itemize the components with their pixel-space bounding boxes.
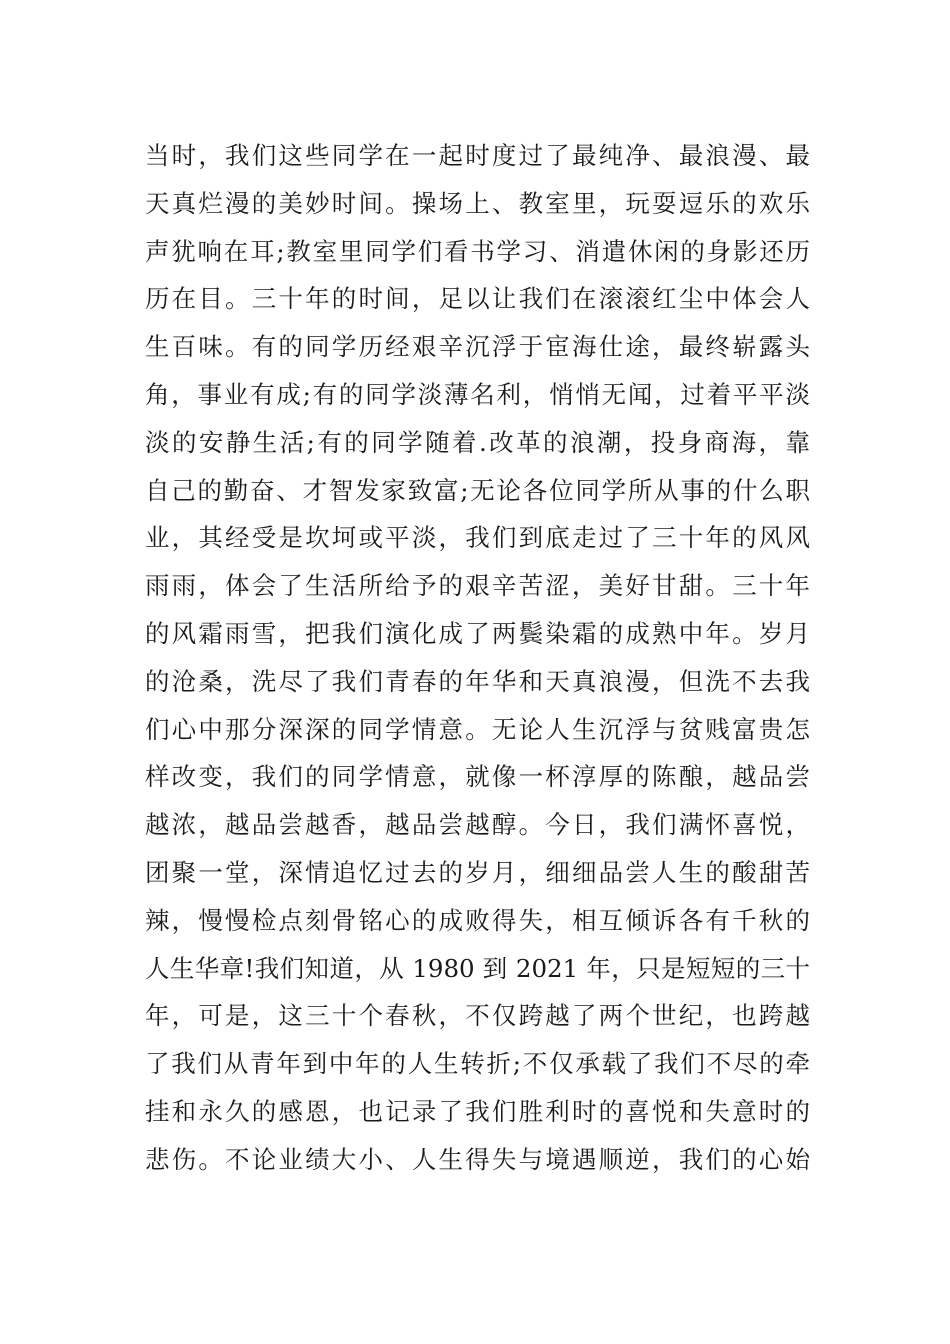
text-line-12: 的沧桑，洗尽了我们青春的年华和天真浪漫，但洗不去我 bbox=[145, 666, 810, 696]
text-line-14: 样改变，我们的同学情意，就像一杯淳厚的陈酿，越品尝 bbox=[145, 762, 810, 792]
text-line-2: 天真烂漫的美妙时间。操场上、教室里，玩耍逗乐的欢乐 bbox=[145, 188, 810, 218]
text-line-3: 声犹响在耳;教室里同学们看书学习、消遣休闲的身影还历 bbox=[145, 236, 810, 266]
text-line-9: 业，其经受是坎坷或平淡，我们到底走过了三十年的风风 bbox=[145, 523, 810, 553]
text-line-7: 淡的安静生活;有的同学随着.改革的浪潮，投身商海，靠 bbox=[145, 427, 810, 457]
text-line-17: 辣，慢慢检点刻骨铭心的成败得失，相互倾诉各有千秋的 bbox=[145, 905, 810, 935]
text-line-8: 自己的勤奋、才智发家致富;无论各位同学所从事的什么职 bbox=[145, 475, 810, 505]
text-line-15: 越浓，越品尝越香，越品尝越醇。今日，我们满怀喜悦， bbox=[145, 810, 810, 840]
text-line-4: 历在目。三十年的时间，足以让我们在滚滚红尘中体会人 bbox=[145, 284, 810, 314]
text-line-20: 了我们从青年到中年的人生转折;不仅承载了我们不尽的牵 bbox=[145, 1049, 810, 1079]
text-line-21: 挂和永久的感恩，也记录了我们胜利时的喜悦和失意时的 bbox=[145, 1096, 810, 1126]
text-line-10: 雨雨，体会了生活所给予的艰辛苦涩，美好甘甜。三十年 bbox=[145, 571, 810, 601]
text-line-19: 年，可是，这三十个春秋，不仅跨越了两个世纪，也跨越 bbox=[145, 1001, 810, 1031]
body-paragraph bbox=[145, 132, 810, 1184]
text-line-5: 生百味。有的同学历经艰辛沉浮于宦海仕途，最终崭露头 bbox=[145, 332, 810, 362]
text-line-13: 们心中那分深深的同学情意。无论人生沉浮与贫贱富贵怎 bbox=[145, 714, 810, 744]
text-line-18: 人生华章!我们知道，从 1980 到 2021 年，只是短短的三十 bbox=[145, 953, 810, 983]
text-line-22: 悲伤。不论业绩大小、人生得失与境遇顺逆，我们的心始 bbox=[145, 1144, 810, 1174]
text-line-16: 团聚一堂，深情追忆过去的岁月，细细品尝人生的酸甜苦 bbox=[145, 857, 810, 887]
text-line-1: 当时，我们这些同学在一起时度过了最纯净、最浪漫、最 bbox=[145, 141, 810, 170]
text-line-6: 角，事业有成;有的同学淡薄名利，悄悄无闻，过着平平淡 bbox=[145, 379, 810, 409]
text-line-11: 的风霜雨雪，把我们演化成了两鬓染霜的成熟中年。岁月 bbox=[145, 618, 810, 648]
